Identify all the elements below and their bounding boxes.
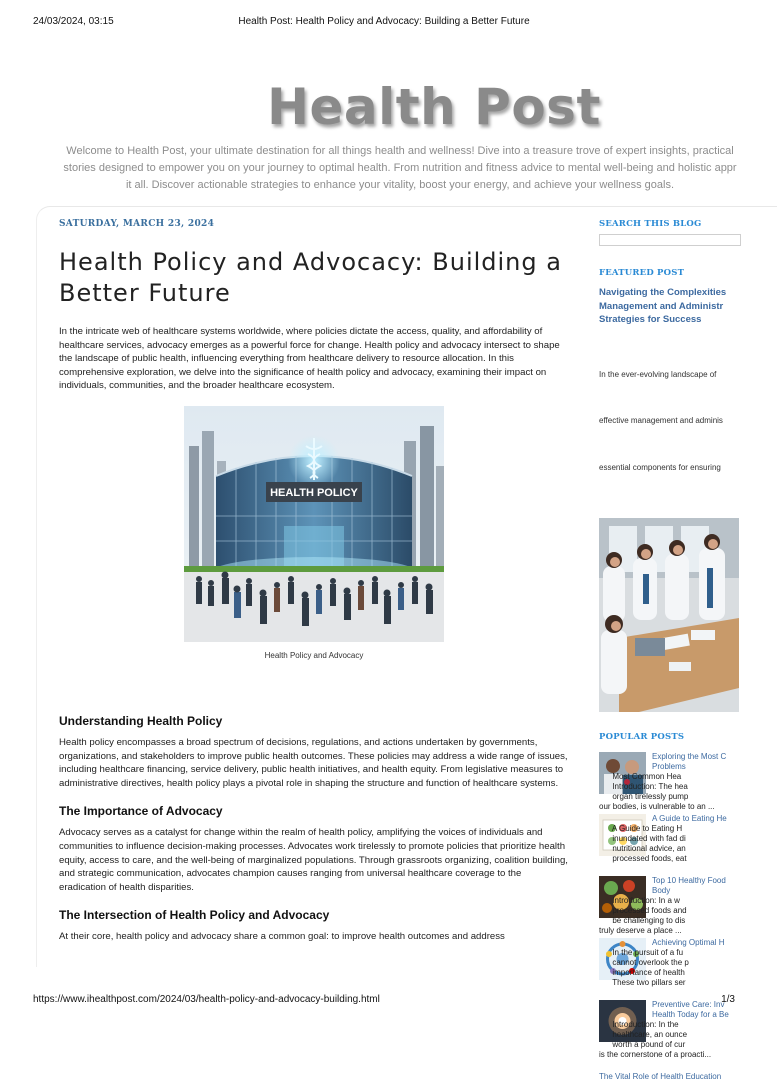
print-page-title: Health Post: Health Policy and Advocacy: Building a Better Future xyxy=(238,16,530,27)
popular-post-snippet: Introduction: In a w processed foods and be challenging to dis truly deserve a place ... xyxy=(599,896,687,935)
post-title: Health Policy and Advocacy: Building a Better Future xyxy=(59,248,562,307)
blog-description-line: it all. Discover actionable strategies to enhance your vitality, boost your energy, and achieve your wellness goals. xyxy=(125,179,675,191)
section-heading: The Intersection of Health Policy and Advocacy xyxy=(59,908,330,923)
popular-post-link[interactable]: Exploring the Most C Problems xyxy=(652,752,727,771)
section-body: Advocacy serves as a catalyst for change within the realm of health policy, amplifying the voices of individuals and communities to influence decision-making processes. Advocates work tirelessly to promote policies that prioritize health equity, access to care, and the well-being of marginalized populations. Through grassroots organizing, coalition building, and strategic communication, advocates champion causes ranging from universal healthcare coverage to the eradication of health disparities. xyxy=(59,827,568,893)
popular-post-snippet: In the pursuit of a fu cannot overlook the p importance of health These two pillars ser xyxy=(612,948,689,987)
search-input[interactable] xyxy=(599,234,741,246)
print-header xyxy=(33,16,735,30)
featured-post-link[interactable] xyxy=(599,286,733,327)
featured-link-line: Navigating the Complexities xyxy=(599,287,727,298)
section-body: Health policy encompasses a broad spectrum of decisions, regulations, and actions undertaken by governments, organizations, and stakeholders to improve public health outcomes. These policies may address a wide range of issues, including healthcare financing, service delivery, public health initiatives, and health equity. From legislative measures to administrative directives, health policy plays a pivotal role in shaping the structure and function of healthcare systems. xyxy=(59,736,568,789)
health-policy-sign: HEALTH POLICY xyxy=(270,486,358,499)
featured-snippet-line: effective management and adminis xyxy=(599,416,723,425)
post-image-health-policy[interactable] xyxy=(184,406,444,642)
post-main xyxy=(59,219,569,944)
popular-post-item[interactable] xyxy=(599,876,733,938)
section-body: At their core, health policy and advocacy share a common goal: to improve health outcomes and address xyxy=(59,931,505,943)
popular-post-snippet: A Guide to Eating H inundated with fad di nutritional advice, an processed foods, eat xyxy=(611,824,687,863)
blog-description-line: stories designed to empower you on your journey to optimal health. From nutrition and fitness advice to mental well-being and holistic appr xyxy=(63,162,737,174)
print-footer xyxy=(33,994,735,1008)
popular-post-snippet: Most Common Hea Introduction: The hea organ tirelessly pump our bodies, is vulnerable to an ... xyxy=(599,772,715,811)
featured-link-line: Strategies for Success xyxy=(599,314,702,325)
popular-post-link[interactable]: Top 10 Healthy Food Body xyxy=(652,876,726,895)
next-popular-post-link[interactable]: The Vital Role of Health Education xyxy=(599,1072,722,1081)
featured-link-line: Management and Administr xyxy=(599,300,724,312)
print-date: 24/03/2024, 03:15 xyxy=(33,16,114,27)
popular-posts-list xyxy=(599,752,733,1081)
featured-widget-title: FEATURED POST xyxy=(599,268,685,278)
popular-post-item[interactable] xyxy=(599,938,733,1000)
popular-post-snippet: Introduction: In the healthcare, an ounce worth a pound of cur is the cornerstone of a proacti... xyxy=(599,1020,712,1059)
popular-post-link[interactable]: Preventive Care: Inv Health Today for a Be xyxy=(652,1000,729,1019)
popular-post-item[interactable] xyxy=(599,814,733,876)
print-url: https://www.ihealthpost.com/2024/03/health-policy-and-advocacy-building.html xyxy=(33,994,380,1005)
post-figure xyxy=(59,406,569,660)
print-page-number: 1/3 xyxy=(721,994,735,1005)
popular-post-link[interactable]: Achieving Optimal H xyxy=(652,938,725,947)
featured-post-image[interactable] xyxy=(599,518,739,712)
popular-post-link[interactable]: A Guide to Eating He xyxy=(652,814,727,823)
post-intro: In the intricate web of healthcare systems worldwide, where policies dictate the access, quality, and affordability of healthcare services, advocacy emerges as a powerful force for change. Health policy and advocacy intersect to shape the landscape of public health, influencing everything from healthcare delivery to resource allocation. In this comprehensive exploration, we delve into the significance of health policy and advocacy, examining their impact on individuals, communities, and the broader healthcare ecosystem. xyxy=(59,326,560,392)
featured-snippet-line: essential components for ensuring xyxy=(599,462,721,472)
figure-caption: Health Policy and Advocacy xyxy=(264,650,364,660)
popular-post-item[interactable] xyxy=(599,1000,733,1062)
blog-title[interactable]: Health Post xyxy=(267,78,601,136)
popular-widget-title: POPULAR POSTS xyxy=(599,732,685,742)
sidebar xyxy=(599,219,733,1081)
search-widget-title: SEARCH THIS BLOG xyxy=(599,219,702,229)
featured-snippet-line: In the ever-evolving landscape of xyxy=(599,369,717,379)
medical-team-illustration xyxy=(599,518,739,712)
section-heading: Understanding Health Policy xyxy=(59,713,223,728)
health-policy-illustration xyxy=(184,406,444,642)
blog-description-line: Welcome to Health Post, your ultimate destination for all things health and wellness! Dive into a treasure trove of expert insights, practical xyxy=(66,145,734,157)
blog-description xyxy=(0,143,768,194)
popular-post-item[interactable] xyxy=(599,752,733,814)
section-heading: The Importance of Advocacy xyxy=(59,804,223,819)
post-date: SATURDAY, MARCH 23, 2024 xyxy=(59,219,215,229)
